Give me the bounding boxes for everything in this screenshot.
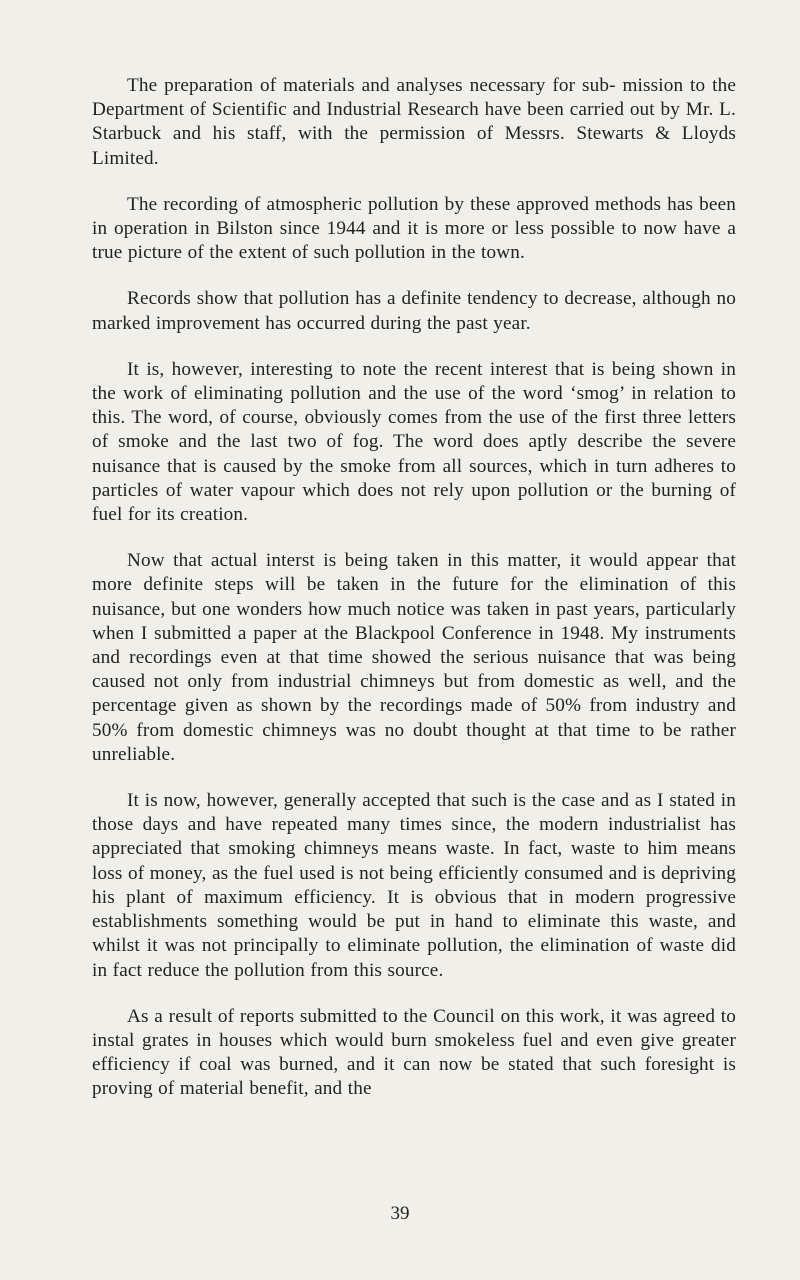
paragraph-smokeless-grates: As a result of reports submitted to the Council on this work, it was agreed to instal grates in houses which would burn smokeless fuel and even give greater efficiency if coal was burned, and it can now be stated that such foresight is proving of material benefit, and the bbox=[92, 1005, 736, 1100]
paragraph-industrial-waste: It is now, however, generally accepted that such is the case and as I stated in those days and have repeated many times since, the modern industrialist has appreciated that smoking chimneys means waste. In fact, waste to him means loss of money, as the fuel used is not being efficiently consumed and is depriving his plant of maximum efficiency. It is obvious that in modern progressive establishments something would be put in hand to eliminate this waste, and whilst it was not principally to eliminate pollution, the elimination of waste did in fact reduce the pollution from this source. bbox=[92, 790, 736, 981]
paragraph-blackpool-conference: Now that actual interst is being taken in this matter, it would appear that more definite steps will be taken in the future for the elimination of this nuisance, but one wonders how much notice was taken in past years, particularly when I submitted a paper at the Blackpool Conference in 1948. My instruments and recordings even at that time showed the serious nuisance that was being caused not only from industrial chimneys but from domestic as well, and the percentage given as shown by the recordings made of 50% from industry and 50% from domestic chimneys was no doubt thought at that time to be rather unreliable. bbox=[92, 550, 736, 765]
page-number: 39 bbox=[390, 1203, 410, 1224]
paragraph-pollution-tendency: Records show that pollution has a definite tendency to decrease, although no marked improvement has occurred during the past year. bbox=[92, 288, 736, 334]
document-body bbox=[92, 74, 736, 1124]
paragraph-smog-definition: It is, however, interesting to note the recent interest that is being shown in the work of eliminating pollution and the use of the word ‘smog’ in relation to this. The word, of course, obviously comes from the use of the first three letters of smoke and the last two of fog. The word does aptly describe the severe nuisance that is caused by the smoke from all sources, which in turn adheres to particles of water vapour which does not rely upon pollution or the burning of fuel for its creation. bbox=[92, 358, 736, 526]
paragraph-recording-since-1944: The recording of atmospheric pollution by these approved methods has been in operation in Bilston since 1944 and it is more or less possible to now have a true picture of the extent of such pollution in the town. bbox=[92, 193, 736, 264]
paragraph-materials-preparation: The preparation of materials and analyses necessary for sub- mission to the Department of Scientific and Industrial Research have been carried out by Mr. L. Starbuck and his staff, with the permission of Messrs. Stewarts & Lloyds Limited. bbox=[92, 75, 736, 169]
